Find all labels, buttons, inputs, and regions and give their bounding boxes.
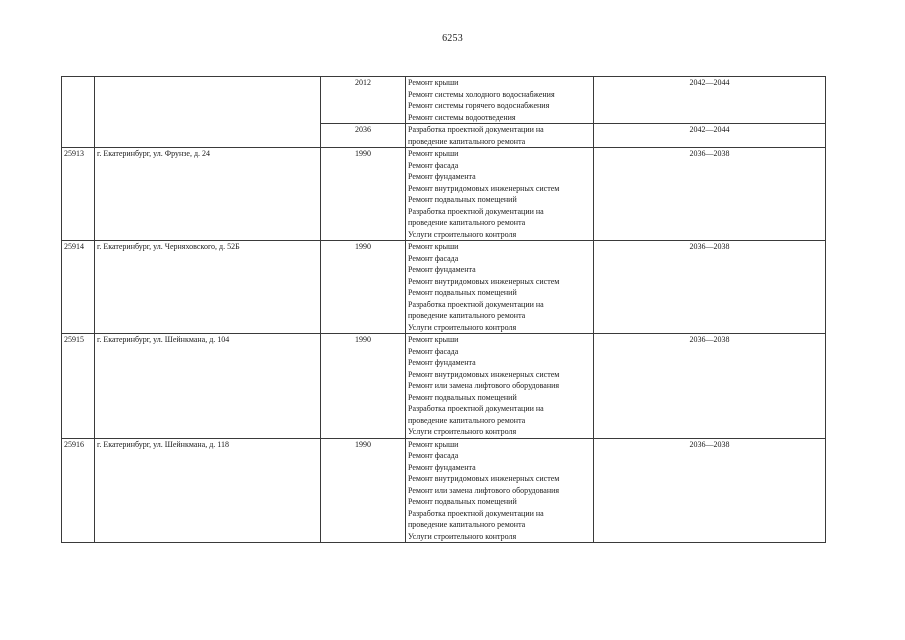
work-item: Ремонт внутридомовых инженерных систем bbox=[408, 369, 560, 379]
work-item: Ремонт или замена лифтового оборудования bbox=[408, 381, 560, 390]
period-cell: 2042—2044 bbox=[594, 77, 826, 124]
works-cell bbox=[406, 438, 594, 543]
work-item: Ремонт внутридомовых инженерных систем bbox=[408, 183, 560, 193]
address-cell: г. Екатеринбург, ул. Фрунзе, д. 24 bbox=[95, 148, 321, 241]
work-item: Услуги строительного контроля bbox=[408, 531, 517, 541]
address-cell: г. Екатеринбург, ул. Шейнкмана, д. 104 bbox=[95, 334, 321, 439]
page-number: 6253 bbox=[442, 33, 463, 44]
work-item: проведение капитального ремонта bbox=[408, 218, 526, 227]
work-item: Ремонт фасада bbox=[408, 451, 459, 460]
year-cell: 2012 bbox=[321, 77, 406, 124]
work-item: Ремонт системы водоотведения bbox=[408, 112, 516, 122]
work-item: Ремонт крыши bbox=[408, 242, 459, 251]
period-cell: 2036—2038 bbox=[594, 241, 826, 334]
row-number-cell bbox=[62, 77, 95, 148]
row-number-cell: 25916 bbox=[62, 438, 95, 543]
works-cell bbox=[406, 148, 594, 241]
row-number-cell: 25915 bbox=[62, 334, 95, 439]
year-cell: 2036 bbox=[321, 124, 406, 148]
period-cell: 2036—2038 bbox=[594, 334, 826, 439]
row-number-cell: 25913 bbox=[62, 148, 95, 241]
work-item: проведение капитального ремонта bbox=[408, 311, 526, 320]
table-row bbox=[62, 148, 826, 241]
work-item: Ремонт системы холодного водоснабжения bbox=[408, 89, 555, 99]
work-item: Ремонт подвальных помещений bbox=[408, 392, 517, 402]
work-item: Разработка проектной документации на bbox=[408, 206, 544, 216]
work-item: Разработка проектной документации на bbox=[408, 125, 544, 134]
works-cell bbox=[406, 334, 594, 439]
period-cell: 2036—2038 bbox=[594, 148, 826, 241]
table-row bbox=[62, 241, 826, 334]
capital-repair-table bbox=[61, 76, 826, 543]
work-item: Ремонт фасада bbox=[408, 253, 459, 263]
work-item: Ремонт фасада bbox=[408, 346, 459, 356]
year-cell: 1990 bbox=[321, 241, 406, 334]
work-item: Ремонт внутридомовых инженерных систем bbox=[408, 474, 560, 483]
table-row bbox=[62, 438, 826, 543]
work-item: Ремонт крыши bbox=[408, 439, 459, 449]
work-item: проведение капитального ремонта bbox=[408, 415, 526, 425]
work-item: Услуги строительного контроля bbox=[408, 322, 517, 332]
table-row bbox=[62, 77, 826, 124]
work-item: Ремонт фундамента bbox=[408, 265, 476, 274]
table-row bbox=[62, 334, 826, 439]
work-item: Ремонт подвальных помещений bbox=[408, 497, 517, 506]
work-item: Ремонт фундамента bbox=[408, 172, 476, 181]
work-item: Ремонт или замена лифтового оборудования bbox=[408, 485, 560, 495]
work-item: Услуги строительного контроля bbox=[408, 427, 517, 436]
work-item: проведение капитального ремонта bbox=[408, 136, 526, 146]
work-item: Ремонт фундамента bbox=[408, 462, 476, 472]
work-item: Ремонт фасада bbox=[408, 160, 459, 170]
work-item: Ремонт подвальных помещений bbox=[408, 288, 517, 297]
year-cell: 1990 bbox=[321, 334, 406, 439]
period-cell: 2042—2044 bbox=[594, 124, 826, 148]
address-cell bbox=[95, 77, 321, 148]
work-item: Ремонт системы горячего водоснабжения bbox=[408, 101, 550, 110]
year-cell: 1990 bbox=[321, 148, 406, 241]
work-item: Ремонт подвальных помещений bbox=[408, 195, 517, 204]
work-item: Ремонт фундамента bbox=[408, 358, 476, 367]
works-cell bbox=[406, 124, 594, 148]
work-item: Ремонт крыши bbox=[408, 78, 459, 87]
work-item: Ремонт крыши bbox=[408, 149, 459, 158]
work-item: Ремонт внутридомовых инженерных систем bbox=[408, 276, 560, 286]
work-item: Ремонт крыши bbox=[408, 335, 459, 344]
work-item: Разработка проектной документации на bbox=[408, 508, 544, 518]
works-cell bbox=[406, 77, 594, 124]
year-cell: 1990 bbox=[321, 438, 406, 543]
work-item: Услуги строительного контроля bbox=[408, 229, 517, 239]
work-item: проведение капитального ремонта bbox=[408, 520, 526, 529]
address-cell: г. Екатеринбург, ул. Шейнкмана, д. 118 bbox=[95, 438, 321, 543]
work-item: Разработка проектной документации на bbox=[408, 404, 544, 413]
row-number-cell: 25914 bbox=[62, 241, 95, 334]
work-item: Разработка проектной документации на bbox=[408, 299, 544, 309]
period-cell: 2036—2038 bbox=[594, 438, 826, 543]
address-cell: г. Екатеринбург, ул. Черняховского, д. 52Б bbox=[95, 241, 321, 334]
works-cell bbox=[406, 241, 594, 334]
